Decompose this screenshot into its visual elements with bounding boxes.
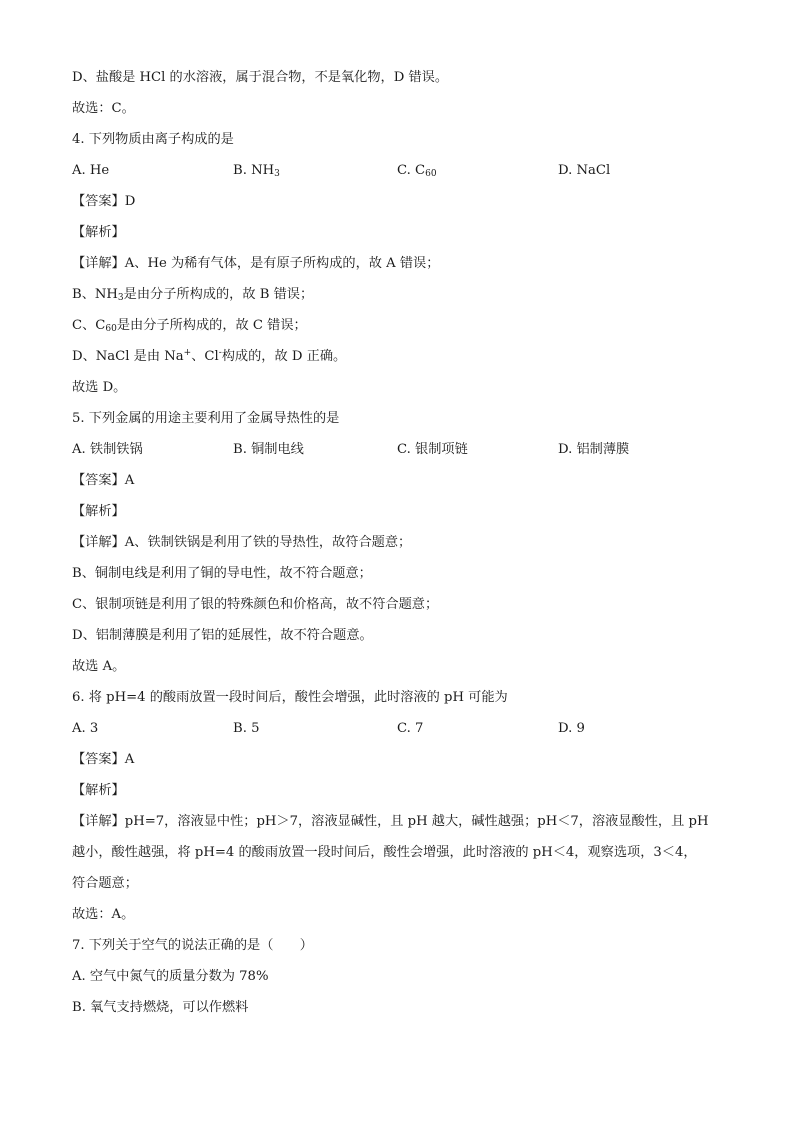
answer-choice-line: 故选 D。 bbox=[72, 380, 127, 395]
question-4-options bbox=[72, 155, 722, 186]
answer-label: 【答案】D bbox=[72, 194, 136, 209]
detail-line: B、$NH_3$是由分子所构成的，故 B 错误； bbox=[72, 287, 314, 303]
question-4-stem: 4. 下列物质由离子构成的是 bbox=[72, 132, 234, 147]
question-5-stem: 5. 下列金属的用途主要利用了金属导热性的是 bbox=[72, 411, 340, 426]
answer-choice-line: 故选：C。 bbox=[72, 101, 135, 116]
option-b: B. 铜制电线 bbox=[233, 442, 304, 457]
detail-line: 越小，酸性越强，将 pH=4 的酸雨放置一段时间后，酸性会增强，此时溶液的 pH＜4，观察选项，3＜4， bbox=[72, 845, 697, 860]
option-b: B. 氧气支持燃烧，可以作燃料 bbox=[72, 1000, 249, 1015]
detail-line: C、银制项链是利用了银的特殊颜色和价格高，故不符合题意； bbox=[72, 597, 439, 612]
option-c: C. 7 bbox=[397, 721, 424, 736]
question-5-options bbox=[72, 434, 722, 465]
analysis-label: 【解析】 bbox=[72, 783, 125, 798]
question-6-options bbox=[72, 713, 722, 744]
option-c: C. $C_{60}$ bbox=[397, 163, 437, 179]
analysis-label: 【解析】 bbox=[72, 504, 125, 519]
question-6-stem: 6. 将 pH=4 的酸雨放置一段时间后，酸性会增强，此时溶液的 pH 可能为 bbox=[72, 690, 508, 705]
detail-line: 【详解】A、铁制铁锅是利用了铁的导热性，故符合题意； bbox=[72, 535, 412, 550]
option-d: D. 9 bbox=[558, 721, 585, 736]
option-a: A. 3 bbox=[72, 721, 99, 736]
detail-line: 【详解】pH=7，溶液显中性；pH＞7，溶液显碱性，且 pH 越大，碱性越强；pH＜7，溶液显酸性，且 pH bbox=[72, 814, 709, 829]
option-c: C. 银制项链 bbox=[397, 442, 468, 457]
analysis-label: 【解析】 bbox=[72, 225, 125, 240]
option-a: A. 空气中氮气的质量分数为 78% bbox=[72, 969, 269, 984]
detail-line: 符合题意； bbox=[72, 876, 138, 891]
option-d: D. 铝制薄膜 bbox=[558, 442, 630, 457]
option-a: A. He bbox=[72, 163, 110, 178]
detail-line: 【详解】A、He 为稀有气体，是有原子所构成的，故 A 错误； bbox=[72, 256, 440, 271]
text-line: D、盐酸是 HCl 的水溶液，属于混合物，不是氧化物，D 错误。 bbox=[72, 70, 449, 85]
answer-choice-line: 故选 A。 bbox=[72, 659, 126, 674]
detail-line: C、$C_{60}$是由分子所构成的，故 C 错误； bbox=[72, 318, 307, 334]
option-b: B. 5 bbox=[233, 721, 260, 736]
answer-label: 【答案】A bbox=[72, 473, 135, 488]
answer-label: 【答案】A bbox=[72, 752, 135, 767]
answer-choice-line: 故选：A。 bbox=[72, 907, 135, 922]
document-page bbox=[72, 62, 722, 1023]
option-a: A. 铁制铁锅 bbox=[72, 442, 143, 457]
detail-line: D、NaCl 是由 Na+、Cl-构成的，故 D 正确。 bbox=[72, 348, 347, 364]
detail-line: B、铜制电线是利用了铜的导电性，故不符合题意； bbox=[72, 566, 372, 581]
option-d: D. NaCl bbox=[558, 163, 611, 178]
detail-line: D、铝制薄膜是利用了铝的延展性，故不符合题意。 bbox=[72, 628, 373, 643]
option-b: B. $NH_3$ bbox=[233, 163, 280, 179]
question-7-stem: 7. 下列关于空气的说法正确的是（ ） bbox=[72, 938, 313, 953]
